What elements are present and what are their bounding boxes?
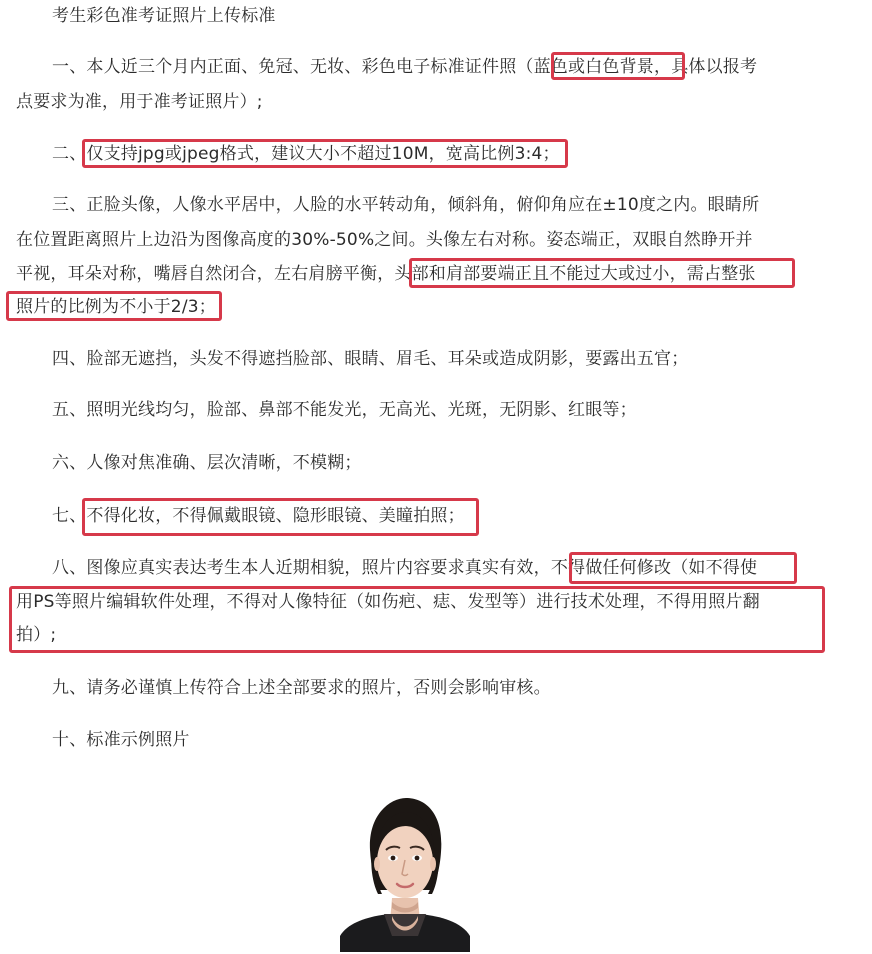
item-1-line-2: 点要求为准，用于准考证照片）; xyxy=(16,92,263,112)
item-10-line: 十、标准示例照片 xyxy=(52,730,190,750)
item-9-line: 九、请务必谨慎上传符合上述全部要求的照片，否则会影响审核。 xyxy=(52,678,551,698)
item-4-line: 四、脸部无遮挡，头发不得遮挡脸部、眼睛、眉毛、耳朵或造成阴影，要露出五官； xyxy=(52,349,689,369)
item-2-line: 二、仅支持jpg或jpeg格式，建议大小不超过10M，宽高比例3:4； xyxy=(52,144,560,164)
item-1-highlight-text: 蓝色或白色背景 xyxy=(533,57,655,77)
item-5-line: 五、照明光线均匀，脸部、鼻部不能发光，无高光、光斑，无阴影、红眼等； xyxy=(52,400,637,420)
item-7-highlight-text: 不得化妆，不得佩戴眼镜、隐形眼镜、美瞳拍照； xyxy=(86,506,465,526)
highlight-box-head-shoulder-line-1 xyxy=(409,258,795,288)
item-2-highlight-text: 仅支持jpg或jpeg格式，建议大小不超过10M，宽高比例3:4； xyxy=(86,144,560,164)
portrait-illustration xyxy=(340,790,470,952)
item-3-highlight-text: 头部和肩部要端正且不能过大或过小，需占整张 xyxy=(394,264,756,284)
highlight-box-no-modification-line-2 xyxy=(9,586,825,653)
item-6-line: 六、人像对焦准确、层次清晰，不模糊； xyxy=(52,453,362,473)
item-8-line-3: 拍）; xyxy=(16,625,57,645)
document-title: 考生彩色准考证照片上传标准 xyxy=(52,6,276,26)
item-3-line-2: 在位置距离照片上边沿为图像高度的30%-50%之间。头像左右对称。姿态端正，双眼自然睁开并 xyxy=(16,230,753,250)
item-3-line-1: 三、正脸头像，人像水平居中，人脸的水平转动角，倾斜角，俯仰角应在±10度之内。眼睛所 xyxy=(52,195,760,215)
item-1-line-1: 一、本人近三个月内正面、免冠、无妆、彩色电子标准证件照（蓝色或白色背景，具体以报考 xyxy=(52,57,758,77)
item-8-line-1: 八、图像应真实表达考生本人近期相貌，照片内容要求真实有效，不得做任何修改（如不得使 xyxy=(52,558,758,578)
item-8-highlight-text: 不得做任何修改（如不得使 xyxy=(550,558,758,578)
highlight-box-no-modification-line-1 xyxy=(569,552,797,584)
item-3-line-3: 平视，耳朵对称，嘴唇自然闭合，左右肩膀平衡，头部和肩部要端正且不能过大或过小，需占整张 xyxy=(16,264,756,284)
highlight-box-head-shoulder-line-2 xyxy=(6,291,222,321)
highlight-box-background xyxy=(551,52,685,80)
sample-id-photo xyxy=(340,790,470,952)
highlight-box-format xyxy=(82,139,568,168)
item-3-line-4: 照片的比例为不小于2/3； xyxy=(16,297,216,317)
item-7-line: 七、不得化妆，不得佩戴眼镜、隐形眼镜、美瞳拍照； xyxy=(52,506,465,526)
highlight-box-no-makeup xyxy=(82,498,479,536)
item-8-line-2: 用PS等照片编辑软件处理，不得对人像特征（如伤疤、痣、发型等）进行技术处理，不得用照片翻 xyxy=(16,592,760,612)
